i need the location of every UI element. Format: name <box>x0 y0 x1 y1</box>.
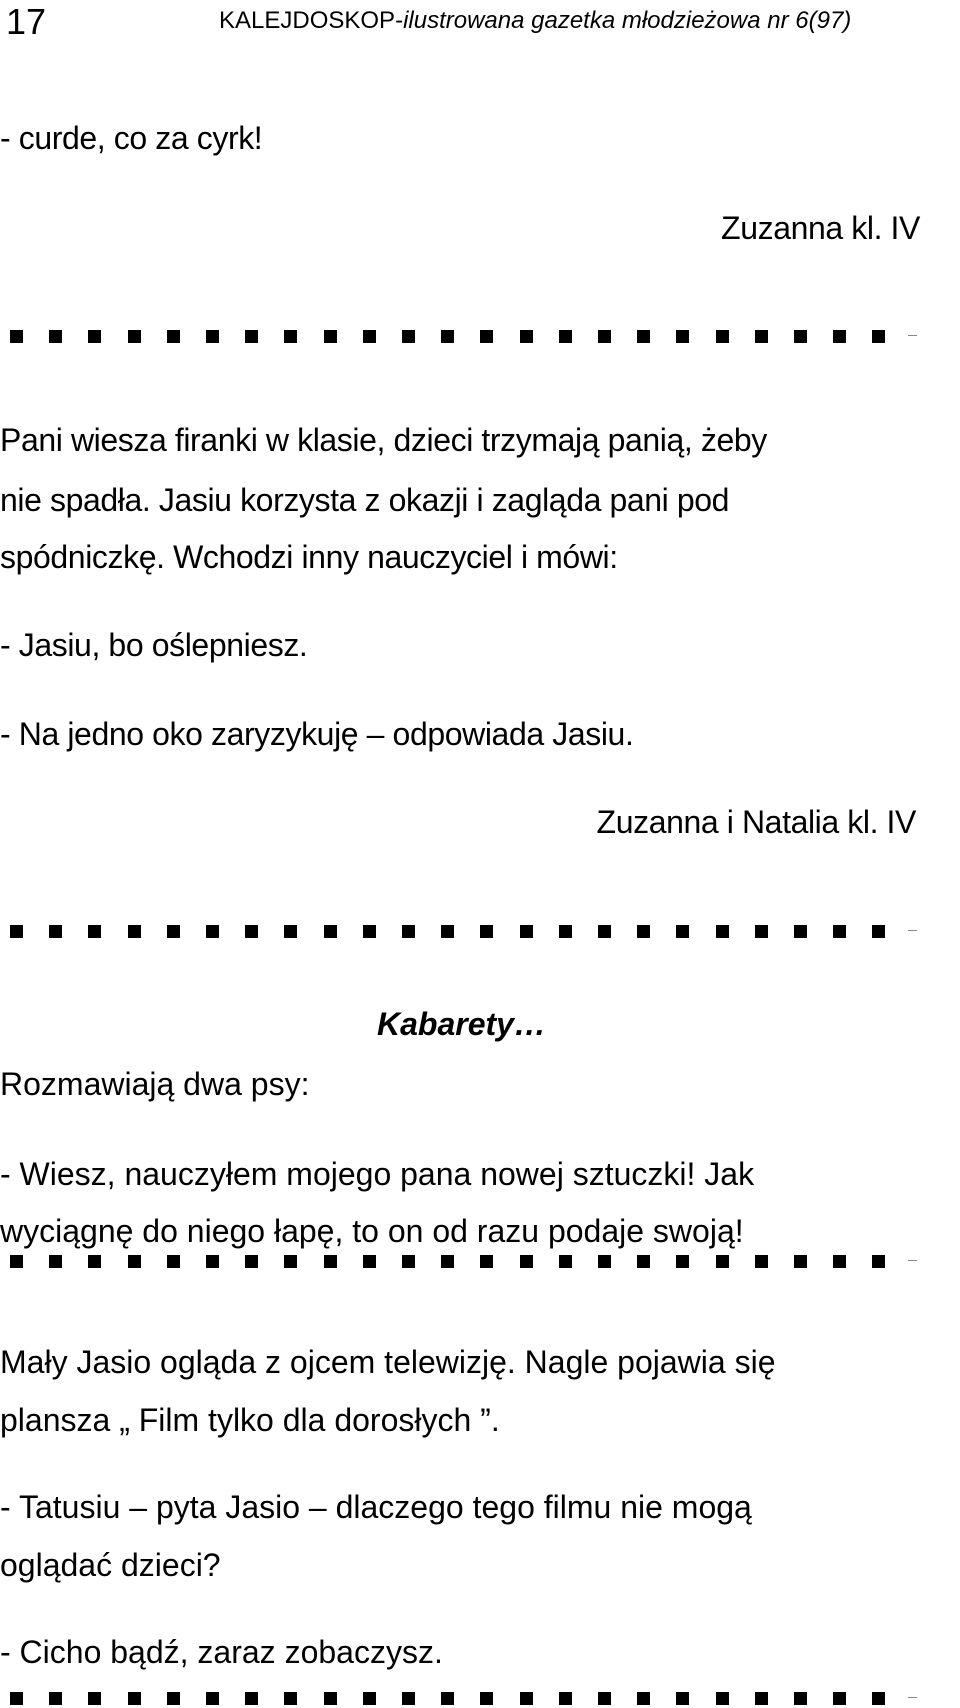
separator-square <box>833 925 846 938</box>
separator-square <box>128 1692 141 1705</box>
separator-square <box>833 330 846 343</box>
separator-square <box>128 330 141 343</box>
separator-square <box>755 1692 768 1705</box>
separator-square <box>559 330 572 343</box>
separator-square <box>206 1692 219 1705</box>
separator-square <box>833 1255 846 1268</box>
separator-square <box>88 1255 101 1268</box>
joke-line: - Cicho bądź, zaraz zobaczysz. <box>0 1634 443 1670</box>
joke-line: - Wiesz, nauczyłem mojego pana nowej sztuczki! Jak <box>0 1156 755 1192</box>
joke-line: wyciągnę do niego łapę, to on od razu podaje swoją! <box>0 1213 744 1249</box>
separator-square <box>716 925 729 938</box>
separator-square <box>480 330 493 343</box>
separator-square <box>284 1692 297 1705</box>
separator-square <box>480 925 493 938</box>
separator-square <box>206 330 219 343</box>
separator-square <box>10 925 23 938</box>
separator-square <box>49 330 62 343</box>
joke-line: - Na jedno oko zaryzykuję – odpowiada Jasiu. <box>0 716 634 752</box>
separator-square <box>284 1255 297 1268</box>
separator-square <box>833 1692 846 1705</box>
separator-square <box>324 925 337 938</box>
separator-square <box>794 1255 807 1268</box>
dotted-separator <box>10 1255 915 1271</box>
separator-square <box>167 1692 180 1705</box>
separator-square <box>598 1255 611 1268</box>
separator-square <box>10 330 23 343</box>
section-heading: Kabarety… <box>377 1006 546 1042</box>
separator-square <box>402 1692 415 1705</box>
separator-square <box>480 1692 493 1705</box>
separator-square <box>676 1255 689 1268</box>
page-number: 17 <box>6 1 47 42</box>
joke-line: spódniczkę. Wchodzi inny nauczyciel i mówi: <box>0 539 618 575</box>
separator-square <box>794 330 807 343</box>
separator-square <box>324 1255 337 1268</box>
joke-line: - Tatusiu – pyta Jasio – dlaczego tego filmu nie mogą <box>0 1489 752 1525</box>
separator-square <box>520 1255 533 1268</box>
joke-line: nie spadła. Jasiu korzysta z okazji i zagląda pani pod <box>0 482 730 518</box>
joke-line: Mały Jasio ogląda z ojcem telewizję. Nagle pojawia się <box>0 1344 776 1380</box>
separator-square <box>716 1692 729 1705</box>
separator-square <box>794 925 807 938</box>
dotted-separator <box>10 925 915 941</box>
separator-square <box>402 330 415 343</box>
separator-square <box>363 330 376 343</box>
separator-square <box>167 330 180 343</box>
separator-square <box>324 330 337 343</box>
separator-square <box>441 330 454 343</box>
separator-square <box>755 1255 768 1268</box>
separator-square <box>402 925 415 938</box>
separator-square <box>637 925 650 938</box>
separator-square <box>559 1255 572 1268</box>
separator-square <box>716 330 729 343</box>
joke-line: - Jasiu, bo oślepniesz. <box>0 627 308 663</box>
newsletter-title-prefix: KALEJDOSKOP- <box>219 7 404 34</box>
separator-square <box>88 925 101 938</box>
separator-square <box>10 1255 23 1268</box>
separator-square <box>49 1692 62 1705</box>
separator-square <box>716 1255 729 1268</box>
separator-square <box>167 1255 180 1268</box>
separator-square <box>676 1692 689 1705</box>
separator-square <box>520 925 533 938</box>
separator-square <box>676 330 689 343</box>
dotted-separator <box>10 1692 915 1708</box>
separator-square <box>88 330 101 343</box>
separator-square <box>559 1692 572 1705</box>
newsletter-title <box>219 9 851 33</box>
separator-square <box>245 925 258 938</box>
separator-square <box>284 925 297 938</box>
separator-square <box>49 925 62 938</box>
separator-square <box>794 1692 807 1705</box>
separator-square <box>245 330 258 343</box>
separator-square <box>284 330 297 343</box>
joke-line: oglądać dzieci? <box>0 1547 221 1583</box>
separator-square <box>88 1692 101 1705</box>
separator-square <box>128 925 141 938</box>
separator-square <box>206 1255 219 1268</box>
separator-square <box>363 925 376 938</box>
separator-square <box>49 1255 62 1268</box>
separator-square <box>520 330 533 343</box>
separator-square <box>637 1692 650 1705</box>
separator-square <box>245 1255 258 1268</box>
separator-square <box>10 1692 23 1705</box>
separator-square <box>755 330 768 343</box>
separator-square <box>324 1692 337 1705</box>
separator-square <box>245 1692 258 1705</box>
separator-square <box>637 1255 650 1268</box>
separator-square <box>637 330 650 343</box>
separator-square <box>441 1255 454 1268</box>
separator-square <box>872 1255 885 1268</box>
separator-end-dash <box>908 335 917 336</box>
joke-line: - curde, co za cyrk! <box>0 120 263 156</box>
separator-end-dash <box>908 1260 917 1261</box>
separator-square <box>872 330 885 343</box>
joke-line: Pani wiesza firanki w klasie, dzieci trzymają panią, żeby <box>0 422 767 458</box>
separator-square <box>441 1692 454 1705</box>
dotted-separator <box>10 330 915 346</box>
separator-square <box>363 1692 376 1705</box>
separator-end-dash <box>908 1697 917 1698</box>
separator-square <box>363 1255 376 1268</box>
separator-square <box>598 1692 611 1705</box>
joke-signature: Zuzanna i Natalia kl. IV <box>596 804 916 840</box>
separator-square <box>480 1255 493 1268</box>
joke-signature: Zuzanna kl. IV <box>721 210 920 246</box>
separator-square <box>872 925 885 938</box>
separator-square <box>676 925 689 938</box>
separator-square <box>520 1692 533 1705</box>
joke-line: Rozmawiają dwa psy: <box>0 1066 310 1102</box>
separator-square <box>402 1255 415 1268</box>
separator-square <box>598 925 611 938</box>
separator-square <box>441 925 454 938</box>
separator-square <box>755 925 768 938</box>
separator-square <box>872 1692 885 1705</box>
separator-square <box>598 330 611 343</box>
separator-square <box>167 925 180 938</box>
separator-square <box>128 1255 141 1268</box>
joke-line: plansza „ Film tylko dla dorosłych ”. <box>0 1402 500 1438</box>
newsletter-title-subtitle: ilustrowana gazetka młodzieżowa nr 6(97) <box>403 7 852 34</box>
separator-end-dash <box>908 930 917 931</box>
separator-square <box>559 925 572 938</box>
separator-square <box>206 925 219 938</box>
